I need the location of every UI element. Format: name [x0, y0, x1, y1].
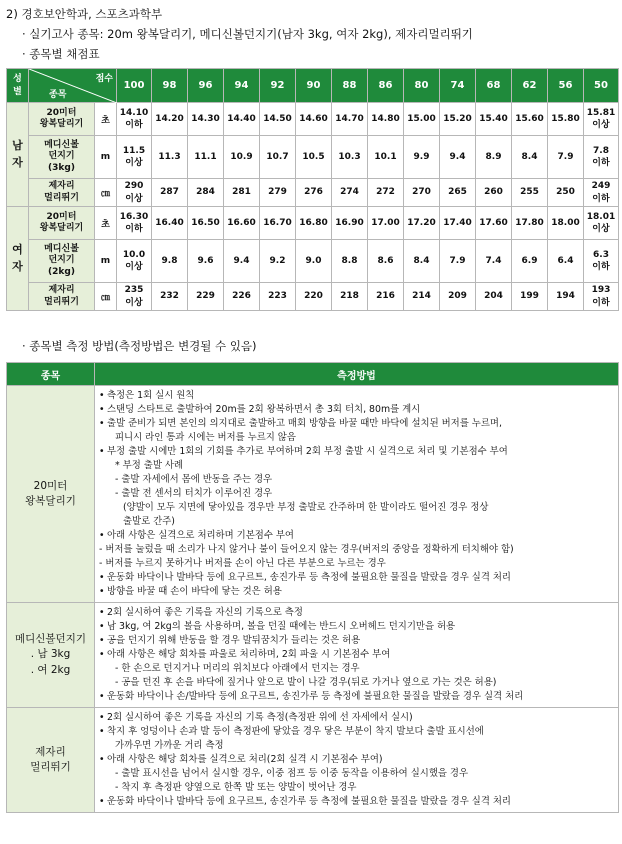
- score-value-cell: 279: [260, 179, 296, 207]
- score-header: 92: [260, 69, 296, 103]
- score-value-cell: 281: [224, 179, 260, 207]
- header-score-label: 점수: [95, 74, 113, 84]
- event-cell: 제자리 멀리뛰기: [29, 283, 95, 311]
- score-value-cell: 8.9: [476, 136, 512, 179]
- section-title: 2) 경호보안학과, 스포츠과학부: [6, 7, 163, 21]
- score-header: 100: [117, 69, 152, 103]
- score-value-cell: 9.4: [224, 240, 260, 283]
- method-header-event: 종목: [7, 363, 95, 386]
- score-value-cell: 274: [332, 179, 368, 207]
- method-line: • 측정은 1회 실시 원칙: [99, 389, 614, 403]
- method-row: [7, 708, 619, 813]
- method-event-cell: 제자리 멀리뛰기: [7, 708, 95, 813]
- method-line: - 착지 후 측정판 양옆으로 한쪽 발 또는 양발이 벗어난 경우: [115, 782, 357, 793]
- method-line: - 출발 표시선을 넘어서 실시할 경우, 이중 점프 등 이중 동작을 이용하여 실시했을 경우: [115, 768, 469, 779]
- method-line: • 운동화 바닥이나 발바닥 등에 요구르트, 송진가루 등 측정에 불필요한 물질을 발랐을 경우 실격 처리: [99, 795, 614, 809]
- score-value-cell: 16.60: [224, 207, 260, 240]
- score-value-cell: 18.01 이상: [584, 207, 619, 240]
- score-value-cell: 255: [512, 179, 548, 207]
- score-value-cell: 9.4: [440, 136, 476, 179]
- score-value-cell: 17.20: [404, 207, 440, 240]
- header-gender: 성 별: [7, 69, 29, 103]
- method-header-method: 측정방법: [95, 363, 619, 386]
- method-line: • 착지 후 엉덩이나 손과 발 등이 측정판에 닿았을 경우 닿은 부분이 착지 발보다 출발 표시선에: [99, 725, 614, 739]
- score-row: [7, 240, 619, 283]
- score-value-cell: 6.9: [512, 240, 548, 283]
- method-row: [7, 603, 619, 708]
- score-value-cell: 272: [368, 179, 404, 207]
- method-table: [6, 362, 619, 813]
- score-header: 86: [368, 69, 404, 103]
- score-value-cell: 220: [296, 283, 332, 311]
- gender-cell: 여 자: [7, 207, 29, 311]
- score-value-cell: 209: [440, 283, 476, 311]
- score-value-cell: 8.8: [332, 240, 368, 283]
- score-value-cell: 14.20: [152, 103, 188, 136]
- score-value-cell: 17.80: [512, 207, 548, 240]
- score-row: [7, 103, 619, 136]
- score-value-cell: 9.9: [404, 136, 440, 179]
- score-table: [6, 68, 619, 311]
- method-row: [7, 386, 619, 603]
- score-value-cell: 10.5: [296, 136, 332, 179]
- score-value-cell: 15.60: [512, 103, 548, 136]
- score-value-cell: 9.2: [260, 240, 296, 283]
- score-value-cell: 16.40: [152, 207, 188, 240]
- score-header: 56: [548, 69, 584, 103]
- score-value-cell: 11.3: [152, 136, 188, 179]
- event-cell: 메디신볼 던지기 (2kg): [29, 240, 95, 283]
- score-value-cell: 11.5 이상: [117, 136, 152, 179]
- score-header: 50: [584, 69, 619, 103]
- score-value-cell: 290 이상: [117, 179, 152, 207]
- score-value-cell: 16.50: [188, 207, 224, 240]
- score-value-cell: 15.20: [440, 103, 476, 136]
- score-value-cell: 193 이하: [584, 283, 619, 311]
- method-line: • 부정 출발 시에만 1회의 기회를 추가로 부여하며 2회 부정 출발 시 실격으로 처리 및 기본점수 부여: [99, 445, 614, 459]
- score-value-cell: 7.4: [476, 240, 512, 283]
- score-value-cell: 14.40: [224, 103, 260, 136]
- method-line: - 공을 던진 후 손을 바닥에 짚거나 앞으로 발이 나갈 경우(뒤로 가거나 옆으로 가는 것은 허용): [115, 677, 497, 688]
- score-value-cell: 265: [440, 179, 476, 207]
- score-value-cell: 9.6: [188, 240, 224, 283]
- score-value-cell: 7.9: [548, 136, 584, 179]
- method-list: [99, 711, 614, 809]
- method-event-cell: 메디신볼던지기 . 남 3kg . 여 2kg: [7, 603, 95, 708]
- method-line: • 2회 실시하여 좋은 기록을 자신의 기록 측정(측정판 위에 선 자세에서 실시): [99, 711, 614, 725]
- method-line: • 아래 사항은 해당 회차를 파울로 처리하며, 2회 파울 시 기본점수 부여: [99, 648, 614, 662]
- score-value-cell: 16.80: [296, 207, 332, 240]
- method-line: - 버저를 눌렀을 때 소리가 나지 않거나 불이 들어오지 않는 경우(버저의 중앙을 정확하게 터치해야 함): [99, 544, 514, 555]
- score-value-cell: 260: [476, 179, 512, 207]
- score-value-cell: 17.40: [440, 207, 476, 240]
- exam-items-text: · 실기고사 종목: 20m 왕복달리기, 메디신볼던지기(남자 3kg, 여자 2kg), 제자리멀리뛰기: [22, 27, 473, 41]
- score-value-cell: 10.7: [260, 136, 296, 179]
- score-header: 90: [296, 69, 332, 103]
- score-header: 98: [152, 69, 188, 103]
- score-value-cell: 16.90: [332, 207, 368, 240]
- score-value-cell: 14.50: [260, 103, 296, 136]
- score-value-cell: 8.4: [404, 240, 440, 283]
- method-line: • 공을 던지기 위해 반동을 할 경우 발뒤꿈치가 들리는 것은 허용: [99, 634, 614, 648]
- score-value-cell: 14.70: [332, 103, 368, 136]
- method-line: 출발로 간주): [123, 516, 175, 527]
- score-value-cell: 194: [548, 283, 584, 311]
- method-line: - 버저를 누르지 못하거나 버저를 손이 아닌 다른 부분으로 누르는 경우: [99, 558, 386, 569]
- score-value-cell: 250: [548, 179, 584, 207]
- score-value-cell: 229: [188, 283, 224, 311]
- score-header: 74: [440, 69, 476, 103]
- score-value-cell: 8.6: [368, 240, 404, 283]
- score-table-body: [7, 103, 619, 311]
- method-line: • 아래 사항은 해당 회차를 실격으로 처리(2회 실격 시 기본점수 부여): [99, 753, 614, 767]
- method-line: - 출발 전 센서의 터치가 이루어진 경우: [115, 488, 273, 499]
- score-row: [7, 283, 619, 311]
- score-value-cell: 18.00: [548, 207, 584, 240]
- score-value-cell: 9.8: [152, 240, 188, 283]
- score-value-cell: 223: [260, 283, 296, 311]
- score-value-cell: 6.4: [548, 240, 584, 283]
- score-value-cell: 226: [224, 283, 260, 311]
- score-value-cell: 16.30 이하: [117, 207, 152, 240]
- score-header: 96: [188, 69, 224, 103]
- score-value-cell: 232: [152, 283, 188, 311]
- header-event-score: [29, 69, 117, 103]
- method-line: • 방향을 바꿀 때 손이 바닥에 닿는 것은 허용: [99, 585, 614, 599]
- score-value-cell: 7.8 이하: [584, 136, 619, 179]
- score-value-cell: 276: [296, 179, 332, 207]
- score-row: [7, 207, 619, 240]
- score-table-title: · 종목별 채점표: [22, 47, 100, 61]
- unit-cell: 초: [95, 207, 117, 240]
- score-header: 62: [512, 69, 548, 103]
- score-value-cell: 14.60: [296, 103, 332, 136]
- method-list: [99, 389, 614, 599]
- score-value-cell: 199: [512, 283, 548, 311]
- score-value-cell: 15.40: [476, 103, 512, 136]
- score-value-cell: 235 이상: [117, 283, 152, 311]
- method-line: 피니시 라인 통과 시에는 버저를 누르지 않음: [115, 432, 296, 443]
- score-value-cell: 10.9: [224, 136, 260, 179]
- method-line: (양발이 모두 지면에 닿아있을 경우만 부정 출발로 간주하며 한 발이라도 떨어진 경우 정상: [123, 502, 489, 513]
- score-value-cell: 16.70: [260, 207, 296, 240]
- score-value-cell: 8.4: [512, 136, 548, 179]
- score-value-cell: 249 이하: [584, 179, 619, 207]
- method-content-cell: [95, 603, 619, 708]
- score-value-cell: 10.3: [332, 136, 368, 179]
- score-value-cell: 9.0: [296, 240, 332, 283]
- score-value-cell: 15.80: [548, 103, 584, 136]
- score-row: [7, 179, 619, 207]
- score-header: 94: [224, 69, 260, 103]
- method-line: • 운동화 바닥이나 손/발바닥 등에 요구르트, 송진가루 등 측정에 불필요한 물질을 발랐을 경우 실격 처리: [99, 690, 614, 704]
- unit-cell: m: [95, 240, 117, 283]
- method-line: * 부정 출발 사례: [115, 460, 183, 471]
- score-value-cell: 10.0 이상: [117, 240, 152, 283]
- score-value-cell: 17.00: [368, 207, 404, 240]
- score-value-cell: 214: [404, 283, 440, 311]
- event-cell: 20미터 왕복달리기: [29, 103, 95, 136]
- event-cell: 메디신볼 던지기 (3kg): [29, 136, 95, 179]
- method-line: 가까우면 가까운 거리 측정: [115, 740, 224, 751]
- score-header: 68: [476, 69, 512, 103]
- unit-cell: ㎝: [95, 179, 117, 207]
- unit-cell: m: [95, 136, 117, 179]
- score-header: 80: [404, 69, 440, 103]
- method-line: • 2회 실시하여 좋은 기록을 자신의 기록으로 측정: [99, 606, 614, 620]
- header-event-label: 종목: [49, 90, 67, 100]
- score-value-cell: 14.80: [368, 103, 404, 136]
- score-header: 88: [332, 69, 368, 103]
- method-line: • 아래 사항은 실격으로 처리하며 기본점수 부여: [99, 529, 614, 543]
- method-content-cell: [95, 708, 619, 813]
- score-value-cell: 284: [188, 179, 224, 207]
- unit-cell: ㎝: [95, 283, 117, 311]
- method-line: - 출발 자세에서 몸에 반동을 주는 경우: [115, 474, 273, 485]
- method-content-cell: [95, 386, 619, 603]
- score-value-cell: 218: [332, 283, 368, 311]
- method-line: - 한 손으로 던지거나 머리의 위치보다 아래에서 던지는 경우: [115, 663, 360, 674]
- method-line: • 운동화 바닥이나 발바닥 등에 요구르트, 송진가루 등 측정에 불필요한 물질을 발랐을 경우 실격 처리: [99, 571, 614, 585]
- gender-cell: 남 자: [7, 103, 29, 207]
- score-value-cell: 17.60: [476, 207, 512, 240]
- method-event-cell: 20미터 왕복달리기: [7, 386, 95, 603]
- score-value-cell: 216: [368, 283, 404, 311]
- score-value-cell: 15.81 이상: [584, 103, 619, 136]
- score-value-cell: 6.3 이하: [584, 240, 619, 283]
- method-line: • 남 3kg, 여 2kg의 볼을 사용하며, 볼을 던질 때에는 반드시 오버헤드 던지기만을 허용: [99, 620, 614, 634]
- score-value-cell: 10.1: [368, 136, 404, 179]
- method-line: • 출발 준비가 되면 본인의 의지대로 출발하고 매회 방향을 바꿀 때만 바닥에 설치된 버저를 누르며,: [99, 417, 614, 431]
- method-table-body: [7, 386, 619, 813]
- method-list: [99, 606, 614, 704]
- score-value-cell: 270: [404, 179, 440, 207]
- score-value-cell: 14.30: [188, 103, 224, 136]
- score-row: [7, 136, 619, 179]
- method-table-title: · 종목별 측정 방법(측정방법은 변경될 수 있음): [22, 339, 257, 353]
- score-value-cell: 287: [152, 179, 188, 207]
- score-value-cell: 15.00: [404, 103, 440, 136]
- score-value-cell: 14.10 이하: [117, 103, 152, 136]
- score-value-cell: 204: [476, 283, 512, 311]
- score-value-cell: 11.1: [188, 136, 224, 179]
- event-cell: 제자리 멀리뛰기: [29, 179, 95, 207]
- score-value-cell: 7.9: [440, 240, 476, 283]
- event-cell: 20미터 왕복달리기: [29, 207, 95, 240]
- method-line: • 스탠딩 스타트로 출발하여 20m를 2회 왕복하면서 총 3회 터치, 80m를 계시: [99, 403, 614, 417]
- unit-cell: 초: [95, 103, 117, 136]
